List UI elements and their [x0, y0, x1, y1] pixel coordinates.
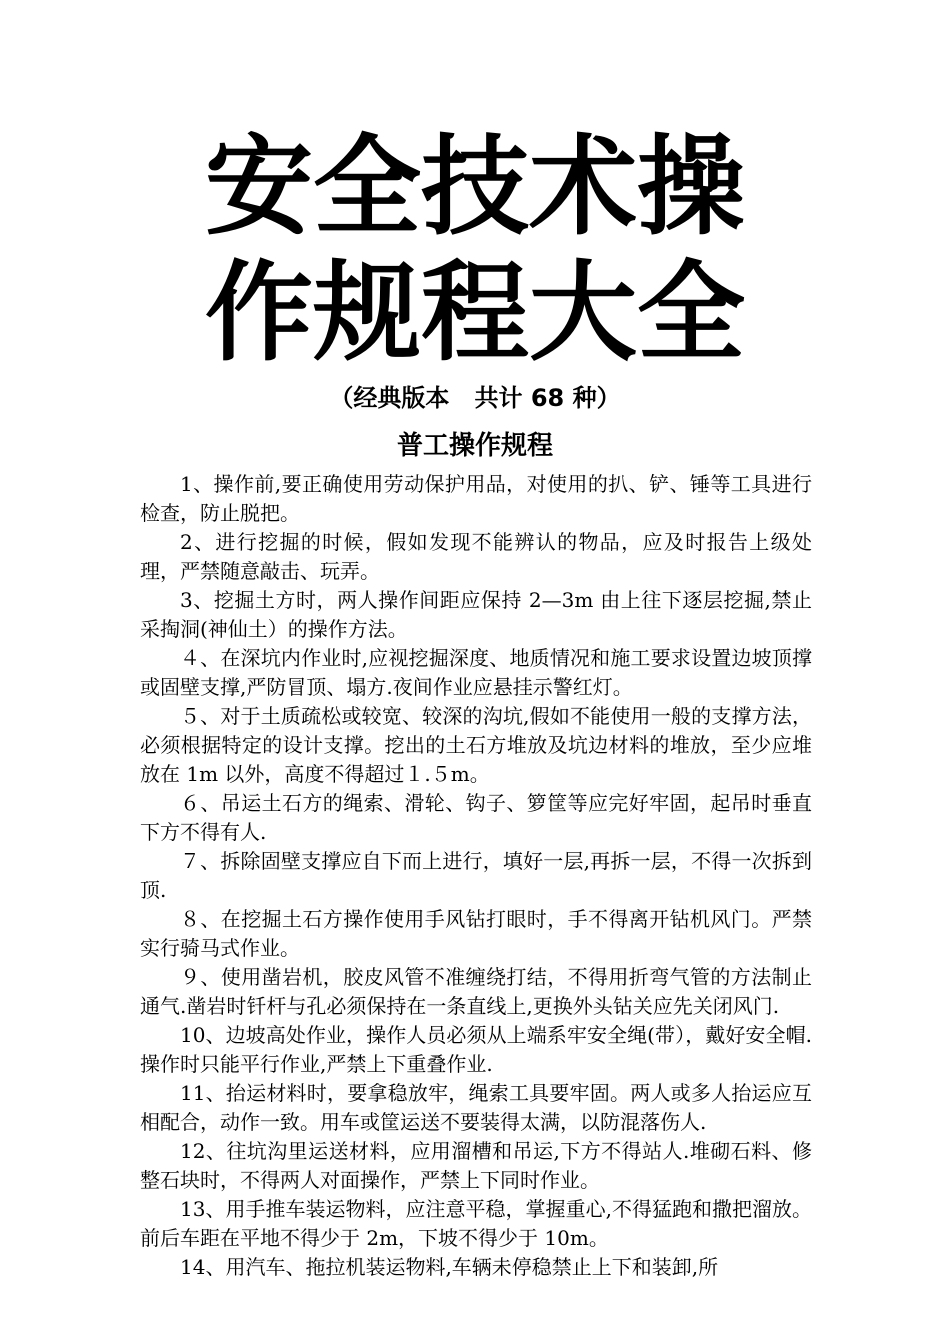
document-title-line-1: 安全技术操	[204, 125, 745, 250]
document-subtitle: （经典版本 共计 68 种）	[329, 384, 621, 412]
paragraph-12: 12、往坑沟里运送材料，应用溜槽和吊运,下方不得站人.堆砌石料、修整石块时，不得两人对面操作，严禁上下同时作业。	[140, 1139, 812, 1192]
paragraph-1: 1、操作前,要正确使用劳动保护用品，对使用的扒、铲、锤等工具进行检查，防止脱把。	[140, 472, 812, 525]
body-text	[140, 470, 812, 1282]
paragraph-6: ６、吊运土石方的绳索、滑轮、钩子、箩筐等应完好牢固，起吊时垂直下方不得有人.	[140, 791, 812, 844]
paragraph-11: 11、抬运材料时，要拿稳放牢，绳索工具要牢固。两人或多人抬运应互相配合，动作一致。用车或筐运送不要装得太满，以防混落伤人.	[140, 1081, 812, 1134]
section-heading: 普工操作规程	[396, 431, 553, 461]
paragraph-8: ８、在挖掘土石方操作使用手风钻打眼时，手不得离开钻机风门。严禁实行骑马式作业。	[140, 907, 812, 960]
paragraph-10: 10、边坡高处作业，操作人员必须从上端系牢安全绳(带），戴好安全帽.操作时只能平行作业,严禁上下重叠作业.	[140, 1023, 812, 1076]
paragraph-5: ５、对于土质疏松或较宽、较深的沟坑,假如不能使用一般的支撑方法，必须根据特定的设计支撑。挖出的土石方堆放及坑边材料的堆放，至少应堆放在 1m 以外，高度不得超过１.５m。	[140, 704, 812, 786]
paragraph-7: ７、拆除固壁支撑应自下而上进行，填好一层,再拆一层，不得一次拆到顶.	[140, 849, 812, 902]
paragraph-13: 13、用手推车装运物料，应注意平稳，掌握重心,不得猛跑和撒把溜放。前后车距在平地不得少于 2m，下坡不得少于 10m。	[140, 1197, 812, 1250]
paragraph-14: 14、用汽车、拖拉机装运物料,车辆未停稳禁止上下和装卸,所	[180, 1255, 719, 1279]
document-title-line-2: 作规程大全	[204, 251, 745, 376]
paragraph-4: ４、在深坑内作业时,应视挖掘深度、地质情况和施工要求设置边坡顶撑或固壁支撑,严防冒顶、塌方.夜间作业应悬挂示警红灯。	[140, 646, 812, 699]
paragraph-2: 2、进行挖掘的时候，假如发现不能辨认的物品，应及时报告上级处理，严禁随意敲击、玩弄。	[140, 530, 812, 583]
paragraph-9: ９、使用凿岩机，胶皮风管不准缠绕打结，不得用折弯气管的方法制止通气.凿岩时钎杆与孔必须保持在一条直线上,更换外头钻关应先关闭风门.	[140, 965, 812, 1018]
paragraph-3: 3、挖掘土方时，两人操作间距应保持 2—3m 由上往下逐层挖掘,禁止采掏洞(神仙土）的操作方法。	[140, 588, 812, 641]
